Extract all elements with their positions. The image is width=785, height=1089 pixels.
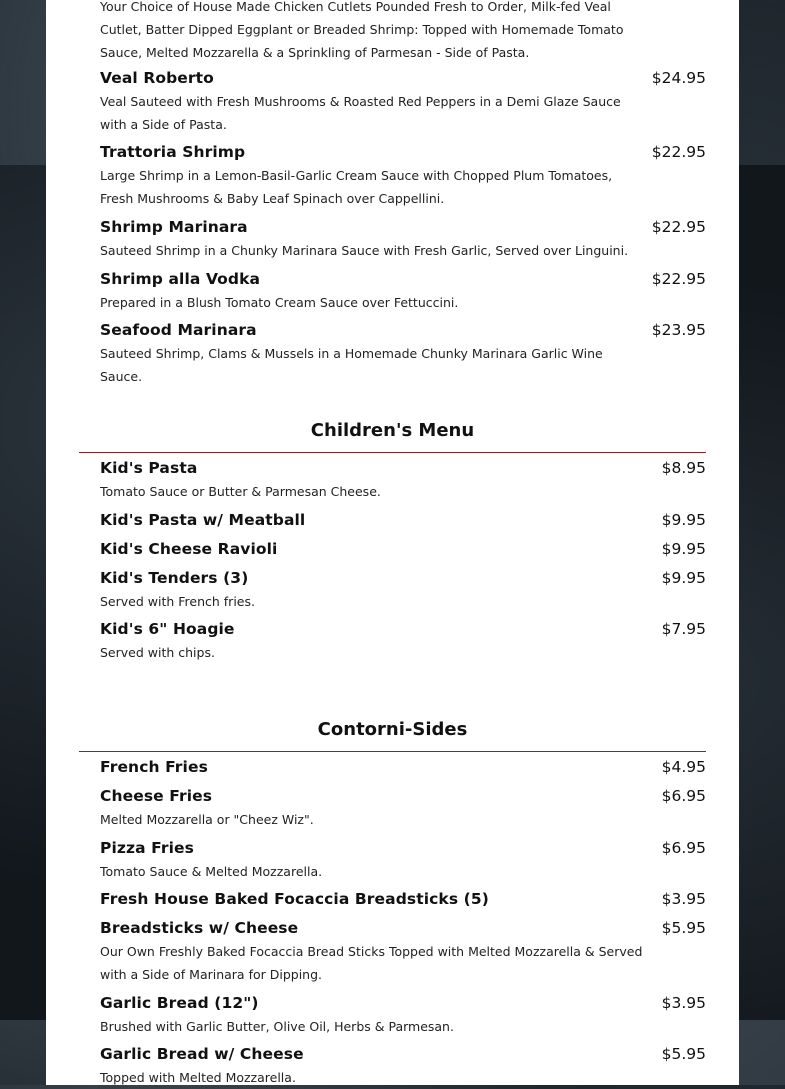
item-description: Your Choice of House Made Chicken Cutlets Pounded Fresh to Order, Milk-fed Veal Cutlet, Batter Dipped Eggplant or Breaded Shrimp: Topped with Homemade Tomato Sauce, Melted Mozzarella & a Sprinkling of Parmesan - Side of Pasta. — [100, 0, 624, 60]
item-name: Pizza Fries — [100, 839, 194, 857]
menu-item-seafood-marinara — [100, 320, 706, 388]
item-price: $8.95 — [661, 459, 706, 477]
item-price: $3.95 — [661, 994, 706, 1012]
item-name: Kid's Tenders (3) — [100, 569, 249, 587]
menu-item-pizza-fries — [100, 838, 706, 883]
item-description: Veal Sauteed with Fresh Mushrooms & Roasted Red Peppers in a Demi Glaze Sauce with a Side of Pasta. — [100, 94, 621, 132]
item-description: Brushed with Garlic Butter, Olive Oil, Herbs & Parmesan. — [100, 1019, 454, 1034]
menu-item-trattoria-shrimp — [100, 142, 706, 210]
menu-item-shrimp-marinara — [100, 217, 706, 262]
item-name: Seafood Marinara — [100, 321, 257, 339]
item-price: $24.95 — [651, 69, 706, 87]
menu-item-breadsticks-cheese — [100, 918, 706, 986]
item-name: Kid's Pasta — [100, 459, 198, 477]
menu-item-kids-cheese-ravioli — [100, 539, 706, 559]
item-price: $4.95 — [661, 758, 706, 776]
item-name: Veal Roberto — [100, 69, 214, 87]
item-name: Shrimp Marinara — [100, 218, 248, 236]
item-price: $3.95 — [661, 890, 706, 908]
item-description: Sauteed Shrimp, Clams & Mussels in a Homemade Chunky Marinara Garlic Wine Sauce. — [100, 346, 603, 384]
item-description: Our Own Freshly Baked Focaccia Bread Sticks Topped with Melted Mozzarella & Served with a Side of Marinara for Dipping. — [100, 944, 643, 982]
item-price: $9.95 — [661, 511, 706, 529]
item-description: Topped with Melted Mozzarella. — [100, 1070, 296, 1085]
item-description: Prepared in a Blush Tomato Cream Sauce over Fettuccini. — [100, 295, 459, 310]
menu-item-shrimp-alla-vodka — [100, 269, 706, 314]
section-divider — [79, 452, 706, 453]
item-name: Kid's 6" Hoagie — [100, 620, 235, 638]
item-name: French Fries — [100, 758, 208, 776]
item-description: Served with French fries. — [100, 594, 255, 609]
item-name: Garlic Bread w/ Cheese — [100, 1045, 304, 1063]
item-price: $23.95 — [651, 321, 706, 339]
item-name: Garlic Bread (12") — [100, 994, 259, 1012]
item-name: Shrimp alla Vodka — [100, 270, 261, 288]
item-description: Sauteed Shrimp in a Chunky Marinara Sauce with Fresh Garlic, Served over Linguini. — [100, 243, 629, 258]
menu-item-kids-pasta — [100, 458, 706, 503]
section-divider — [79, 751, 706, 752]
item-name: Kid's Pasta w/ Meatball — [100, 511, 306, 529]
item-price: $22.95 — [651, 143, 706, 161]
item-price: $22.95 — [651, 218, 706, 236]
item-price: $9.95 — [661, 569, 706, 587]
item-name: Kid's Cheese Ravioli — [100, 540, 278, 558]
item-name: Breadsticks w/ Cheese — [100, 919, 299, 937]
menu-item-garlic-bread — [100, 993, 706, 1038]
item-price: $22.95 — [651, 270, 706, 288]
item-price: $9.95 — [661, 540, 706, 558]
item-name: Trattoria Shrimp — [100, 143, 246, 161]
menu-item-kids-pasta-meatball — [100, 510, 706, 530]
item-name: Cheese Fries — [100, 787, 213, 805]
menu-item-cheese-fries — [100, 786, 706, 831]
item-name: Fresh House Baked Focaccia Breadsticks (5) — [100, 890, 489, 908]
item-description: Tomato Sauce & Melted Mozzarella. — [100, 864, 323, 879]
item-price: $7.95 — [661, 620, 706, 638]
item-price: $6.95 — [661, 787, 706, 805]
item-description: Served with chips. — [100, 645, 215, 660]
item-description: Melted Mozzarella or "Cheez Wiz". — [100, 812, 314, 827]
item-description: Large Shrimp in a Lemon-Basil-Garlic Cream Sauce with Chopped Plum Tomatoes, Fresh Mushrooms & Baby Leaf Spinach over Cappellini. — [100, 168, 613, 206]
item-price: $5.95 — [661, 919, 706, 937]
section-title-childrens-menu: Children's Menu — [310, 420, 475, 441]
menu-item-garlic-bread-cheese — [100, 1044, 706, 1089]
menu-item-kids-tenders — [100, 568, 706, 613]
menu-item-french-fries — [100, 757, 706, 777]
menu-item-kids-hoagie — [100, 619, 706, 664]
item-description: Tomato Sauce or Butter & Parmesan Cheese. — [100, 484, 381, 499]
item-price: $6.95 — [661, 839, 706, 857]
section-title-contorni-sides: Contorni-Sides — [317, 719, 468, 740]
item-price: $5.95 — [661, 1045, 706, 1063]
menu-item-veal-roberto — [100, 68, 706, 136]
menu-item-focaccia-breadsticks — [100, 889, 706, 909]
entree-top-description-block — [100, 0, 706, 64]
